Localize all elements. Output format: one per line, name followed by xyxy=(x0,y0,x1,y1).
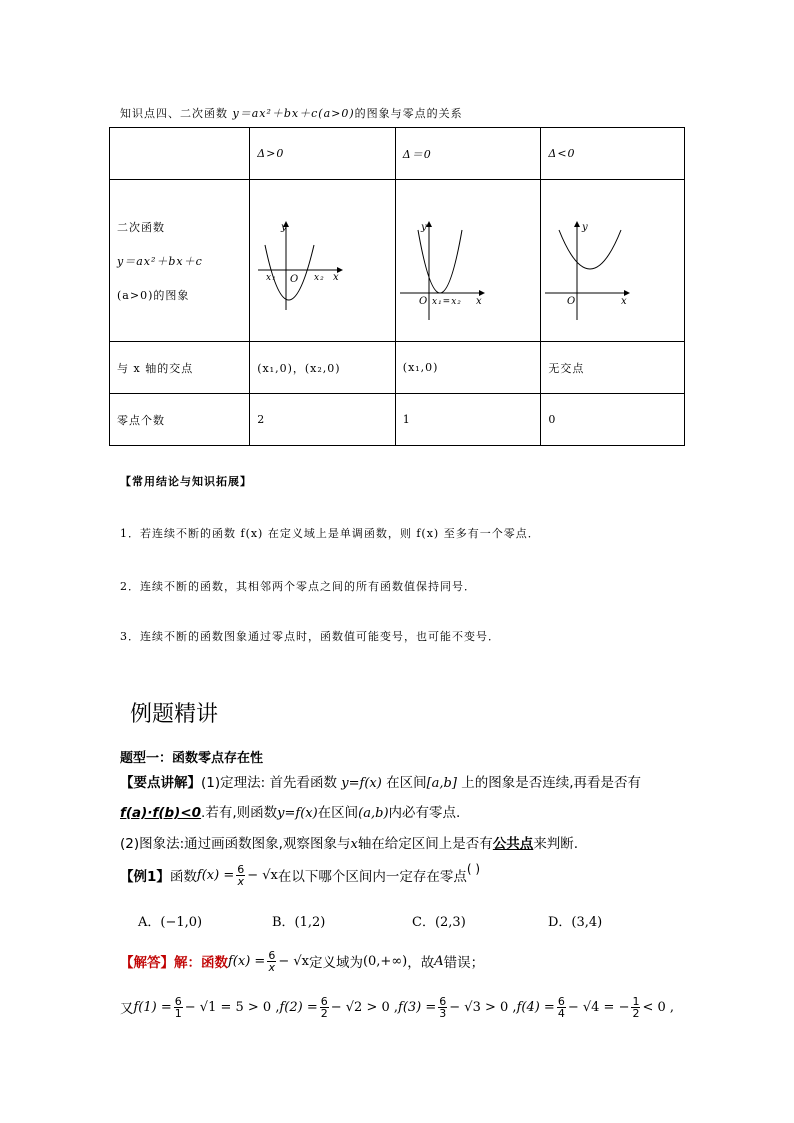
fraction-numerator: 6 xyxy=(320,994,328,1008)
kp-formula: y=f(x) xyxy=(341,776,382,791)
answer-func: f(x) = xyxy=(228,953,266,969)
fraction-numerator: 6 xyxy=(268,948,276,962)
option-d[interactable]: D．(3,4) xyxy=(548,915,603,930)
kp-condition: f(a)·f(b)<0 xyxy=(120,805,202,821)
fraction xyxy=(320,996,329,1019)
question-type-heading: 题型一：函数零点存在性 xyxy=(120,751,264,766)
x2-label: x₂ xyxy=(314,273,325,283)
fraction-numerator: 6 xyxy=(237,862,245,876)
kp-formula: [a,b] xyxy=(426,776,457,791)
answer-eval: f(1) = xyxy=(133,999,172,1015)
kp-title-suffix: 的图象与零点的关系 xyxy=(354,107,463,120)
example1-line xyxy=(120,858,480,892)
graph-row-label-line: (a>0)的图象 xyxy=(117,288,190,302)
table-zero-count-row xyxy=(110,394,685,446)
conclusion-item: 1．若连续不断的函数 f(x) 在定义域上是单调函数，则 f(x) 至多有一个零点． xyxy=(120,527,540,540)
zero-count-cell: 2 xyxy=(250,394,396,446)
kp-title-prefix: 知识点四、二次函数 xyxy=(120,107,233,120)
fraction-denominator: x xyxy=(237,874,244,888)
fraction xyxy=(174,996,183,1019)
option-a[interactable]: A．(−1,0) xyxy=(138,915,203,930)
fraction-denominator: 4 xyxy=(557,1006,565,1020)
kp-text: 来判断. xyxy=(533,836,579,852)
x-label: x xyxy=(475,296,483,307)
fraction xyxy=(236,864,245,887)
kp-text: (1)定理法: 首先看函数 xyxy=(201,775,342,791)
answer-line1 xyxy=(120,944,484,978)
section-title: 例题精讲 xyxy=(130,702,219,727)
table-header-cell: Δ>0 xyxy=(250,128,396,180)
fraction-denominator: 3 xyxy=(439,1006,447,1020)
fraction-denominator: 2 xyxy=(632,1006,640,1020)
answer-eval: − √2 > 0 , xyxy=(330,999,399,1015)
fraction-numerator: 6 xyxy=(439,994,447,1008)
conclusion-item: 2．连续不断的函数，其相邻两个零点之间的所有函数值保持同号． xyxy=(120,580,476,593)
zero-count-cell: 1 xyxy=(395,394,541,446)
answer-domain: (0,+∞) xyxy=(362,953,408,969)
answer-eval: f(2) = xyxy=(279,999,318,1015)
y-label: y xyxy=(582,222,590,233)
table-header-cell xyxy=(110,128,250,180)
option-b[interactable]: B．(1,2) xyxy=(272,915,326,930)
graph-row-label-line: 二次函数 xyxy=(117,220,165,234)
y-label: y xyxy=(420,222,428,233)
answer-func-tail: − √x xyxy=(278,953,309,969)
zero-count-cell: 0 xyxy=(541,394,685,446)
intersection-cell: (x₁,0)，(x₂,0) xyxy=(250,342,396,394)
fraction-denominator: 1 xyxy=(174,1006,182,1020)
key-points-label: 【要点讲解】 xyxy=(120,775,201,791)
kp-formula: x xyxy=(350,837,358,852)
graph-row-label xyxy=(110,180,250,342)
answer-eval: − √1 = 5 > 0 , xyxy=(184,999,280,1015)
origin-label: O xyxy=(418,296,428,307)
key-points-line1 xyxy=(120,771,641,791)
answer-text: 又 xyxy=(120,1001,134,1017)
x-label: x xyxy=(333,272,340,283)
kp-text: .若有,则函数 xyxy=(201,805,278,821)
kp-text: 在区间 xyxy=(381,775,427,791)
table-graph-row xyxy=(110,180,685,342)
kp-text: 上的图象是否连续,再看是否有 xyxy=(456,775,642,791)
knowledge-point-title xyxy=(120,105,463,121)
answer-text: 错误； xyxy=(443,955,485,971)
fraction-denominator: x xyxy=(268,960,276,974)
answer-bracket: ( ) xyxy=(466,862,481,876)
x-label: x xyxy=(621,296,629,307)
x1-label: x₁ xyxy=(266,273,277,283)
graph-cell-negative xyxy=(541,180,685,342)
origin-label: O xyxy=(567,296,577,307)
intersection-cell: (x₁,0) xyxy=(395,342,541,394)
graph-cell-positive xyxy=(250,180,396,342)
fraction xyxy=(267,950,276,973)
kp-text: 内必有零点. xyxy=(388,805,461,821)
kp-text: 在区间 xyxy=(317,805,359,821)
answer-line2 xyxy=(120,990,674,1024)
origin-label: O xyxy=(290,274,300,285)
y-label: y xyxy=(281,222,288,233)
table-header-cell: Δ＝0 xyxy=(395,128,541,180)
quadratic-zero-table xyxy=(109,127,685,446)
example-func: f(x) = xyxy=(196,867,235,883)
conclusion-item: 3．连续不断的函数图象通过零点时，函数值可能变号，也可能不变号． xyxy=(120,630,500,643)
option-c[interactable]: C．(2,3) xyxy=(412,915,466,930)
parabola-curve xyxy=(559,230,621,269)
table-header-cell: Δ<0 xyxy=(541,128,685,180)
answer-option: A xyxy=(434,953,444,969)
answer-eval: f(3) = xyxy=(398,999,437,1015)
zero-count-row-label: 零点个数 xyxy=(110,394,250,446)
answer-text: ，故 xyxy=(407,955,435,971)
answer-eval: − √4 = − xyxy=(567,999,630,1015)
key-points-line2 xyxy=(120,801,460,821)
fraction-numerator: 6 xyxy=(557,994,565,1008)
answer-text: 定义域为 xyxy=(308,955,363,971)
parabola-curve xyxy=(418,230,462,293)
fraction-denominator: 2 xyxy=(320,1006,328,1020)
example-label: 【例1】 xyxy=(120,869,170,885)
kp-emphasis: 公共点 xyxy=(492,836,534,852)
graph-cell-zero xyxy=(395,180,541,342)
answer-text: 解：函数 xyxy=(174,955,228,971)
key-points-line3 xyxy=(120,832,578,852)
table-intersection-row xyxy=(110,342,685,394)
answer-eval: − √3 > 0 , xyxy=(449,999,517,1015)
kp-text: (2)图象法:通过画函数图象,观察图象与 xyxy=(120,836,351,852)
fraction xyxy=(631,996,640,1019)
fraction xyxy=(557,996,566,1019)
answer-label: 【解答】 xyxy=(120,955,174,971)
parabola-two-roots-graph xyxy=(250,180,388,338)
parabola-one-root-graph xyxy=(396,180,534,338)
conclusions-title: 【常用结论与知识拓展】 xyxy=(120,475,252,488)
kp-text: 轴在给定区间上是否有 xyxy=(357,836,493,852)
fraction xyxy=(438,996,447,1019)
graph-row-label-line: y＝ax²＋bx＋c xyxy=(117,254,203,268)
answer-eval: f(4) = xyxy=(516,999,555,1015)
x1-eq-x2-label: x₁=x₂ xyxy=(431,297,462,307)
kp-title-formula: y＝ax²＋bx＋c(a>0) xyxy=(232,107,355,120)
answer-eval: < 0 , xyxy=(642,999,675,1015)
fraction-numerator: 6 xyxy=(174,994,182,1008)
intersection-cell: 无交点 xyxy=(541,342,685,394)
intersection-row-label: 与 x 轴的交点 xyxy=(110,342,250,394)
fraction-numerator: 1 xyxy=(632,994,640,1008)
table-header-row xyxy=(110,128,685,180)
example-text: 在以下哪个区间内一定存在零点 xyxy=(277,869,467,885)
kp-formula: y=f(x) xyxy=(277,806,318,821)
example-func-tail: − √x xyxy=(247,867,278,883)
example-text: 函数 xyxy=(169,869,197,885)
kp-formula: (a,b) xyxy=(358,806,389,821)
parabola-no-root-graph xyxy=(541,180,677,338)
